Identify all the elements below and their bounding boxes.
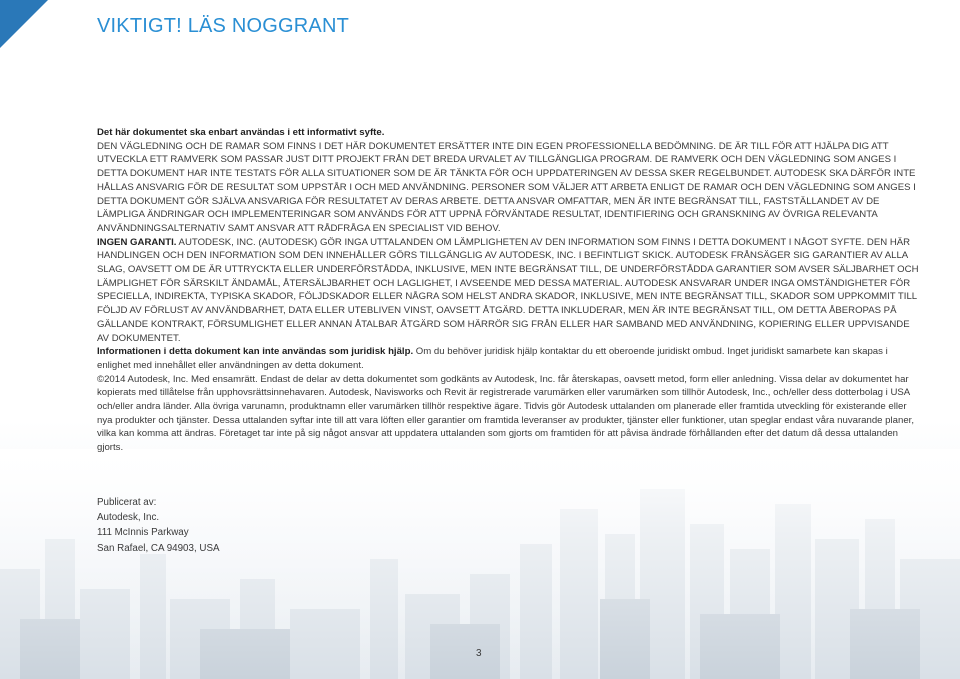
copyright-paragraph: ©2014 Autodesk, Inc. Med ensamrätt. Endast de delar av detta dokumentet som godkänts av Autodesk, Inc. får återskapas, oavsett metod, form eller anledning. Vissa delar av dokumentet har kopierats med tillåtelse från upphovsrättsinnehavaren. Autodesk, Navisworks och Revit är registrerade varumärken eller varumärken som tillhör Autodesk, Inc., och/eller dess dotterbolag i USA och/eller andra länder. Alla övriga varunamn, produktnamn eller varumärken tillhör respektive ägare. Tidvis gör Autodesk uttalanden om planerade eller framtida utveckling för existerande eller nya produkter och tjänster. Dessa uttalanden syftar inte till att vara löften eller garantier om framtida leveranser av produkter, tjänster eller funktioner, utan speglar endast våra nuvarande planer, vilka kan komma att ändras. Företaget tar inte på sig något ansvar att uppdatera uttalanden som gjorts om framtiden för att påvisa ändrade förhållanden efter det datum då dessa uttalanden gjorts. xyxy=(97,373,914,454)
warranty-paragraph xyxy=(97,236,922,346)
document-body xyxy=(97,126,922,556)
page-number: 3 xyxy=(476,648,482,659)
publisher-label: Publicerat av: xyxy=(97,496,157,508)
warranty-bold-lead: INGEN GARANTI. xyxy=(97,236,177,248)
legal-paragraph xyxy=(97,345,922,372)
warranty-text: AUTODESK, INC. (AUTODESK) GÖR INGA UTTALANDEN OM LÄMPLIGHETEN AV DEN INFORMATION SOM FINNS I DETTA DOKUMENT I NÅGOT SYFTE. DEN HÄR HANDLINGEN OCH DEN INFORMATION SOM DEN INNEHÅLLER GÖRS TILLGÄNGLIG AV AUTODESK, INC. I BEFINTLIGT SKICK. AUTODESK FRÅNSÄGER SIG GARANTIER AV ALLA SLAG, OAVSETT OM DE ÄR UTTRYCKTA ELLER UNDERFÖRSTÅDDA, INKLUSIVE, MEN INTE BEGRÄNSAT TILL, DE UNDERFÖRSTÅDDA GARANTIER SOM AVSER SÄLJBARHET OCH LÄMPLIGHET FÖR SÄRSKILT ÄNDAMÅL, ÅTERSÄLJBARHET OCH LAGLIGHET, I AVSEENDE MED DESSA MATERIAL. AUTODESK ANSVARAR UNDER INGA OMSTÄNDIGHETER FÖR SPECIELLA, INDIREKTA, TYPISKA SKADOR, FÖLJDSKADOR ELLER NÅGRA SOM HELST ANDRA SKADOR, INKLUSIVE, MEN INTE BEGRÄNSAT TILL, SKADOR SOM UPPKOMMIT TILL FÖLJD AV FÖRLUST AV ANVÄNDBARHET, DATA ELLER UTEBLIVEN VINST, OAVSETT ÅTGÄRD. DETTA INKLUDERAR, MEN ÄR INTE BEGRÄNSAT TILL, OM DETTA ÅBEROPAS PÅ GÄLLANDE KONTRAKT, FÖRSUMLIGHET ELLER ANNAN ÅTALBAR ÅTGÄRD SOM HÄRRÖR SIG FRÅN ELLER HAR SAMBAND MED ANVÄNDNING, KOPIERING ELLER UPPVISANDE AV DOKUMENTET. xyxy=(97,236,919,344)
intro-bold-line: Det här dokumentet ska enbart användas i ett informativt syfte. xyxy=(97,127,385,138)
page-title: VIKTIGT! LÄS NOGGRANT xyxy=(97,15,350,37)
legal-bold-lead: Informationen i detta dokument kan inte användas som juridisk hjälp. xyxy=(97,346,414,358)
corner-accent-triangle xyxy=(0,0,48,48)
intro-text: DEN VÄGLEDNING OCH DE RAMAR SOM FINNS I DET HÄR DOKUMENTET ERSÄTTER INTE DIN EGEN PROFESSIONELLA BEDÖMNING. DE ÄR TILL FÖR ATT HJÄLPA DIG ATT UTVECKLA ETT RAMVERK SOM PASSAR JUST DITT PROJEKT FRÅN DET BREDA URVALET AV TILLGÄNGLIGA PROGRAM. DE RAMVERK OCH DEN VÄGLEDNING SOM ANGES I DETTA DOKUMENT HAR INTE TESTATS FÖR ALLA SITUATIONER SOM DE ÄR TÄNKTA FÖR OCH UPPDATERINGEN AV DESSA SKER REGELBUNDET. AUTODESK SKA DÄRFÖR INTE HÅLLAS ANSVARIG FÖR DE RESULTAT SOM UPPSTÅR I OCH MED ANVÄNDNING. PERSONER SOM VÄLJER ATT ARBETA ENLIGT DE RAMAR OCH DEN VÄGLEDNING SOM ANGES I DETTA DOKUMENT GÖR SJÄLVA ANSVARIGA FÖR RESULTATET AV DERAS ARBETE. DETTA ANSVAR OMFATTAR, MEN ÄR INTE BEGRÄNSAT TILL, FASTSTÄLLANDET AV DE LÄMPLIGA ÄNDRINGAR OCH IMPLEMENTERINGAR SOM ANVÄNDS FÖR ATT UPPNÅ FÖRVÄNTADE RESULTAT, IDENTIFIERING OCH GRANSKNING AV ÖVRIGA RELEVANTA ANVÄNDNINGSALTERNATIV SAMT ANSVAR ATT RÅDFRÅGA EN SPECIALIST VID BEHOV. xyxy=(97,140,916,234)
publisher-block xyxy=(97,495,922,556)
publisher-company: Autodesk, Inc. xyxy=(97,512,160,524)
legal-text: Om du behöver juridisk hjälp kontaktar du ett oberoende juridiskt ombud. Inget juridiskt samarbete kan skapas i enlighet med innehållet eller användningen av detta dokument. xyxy=(97,346,888,371)
intro-paragraph xyxy=(97,126,922,236)
publisher-street: 111 McInnis Parkway xyxy=(97,527,189,539)
publisher-city: San Rafael, CA 94903, USA xyxy=(97,542,220,554)
